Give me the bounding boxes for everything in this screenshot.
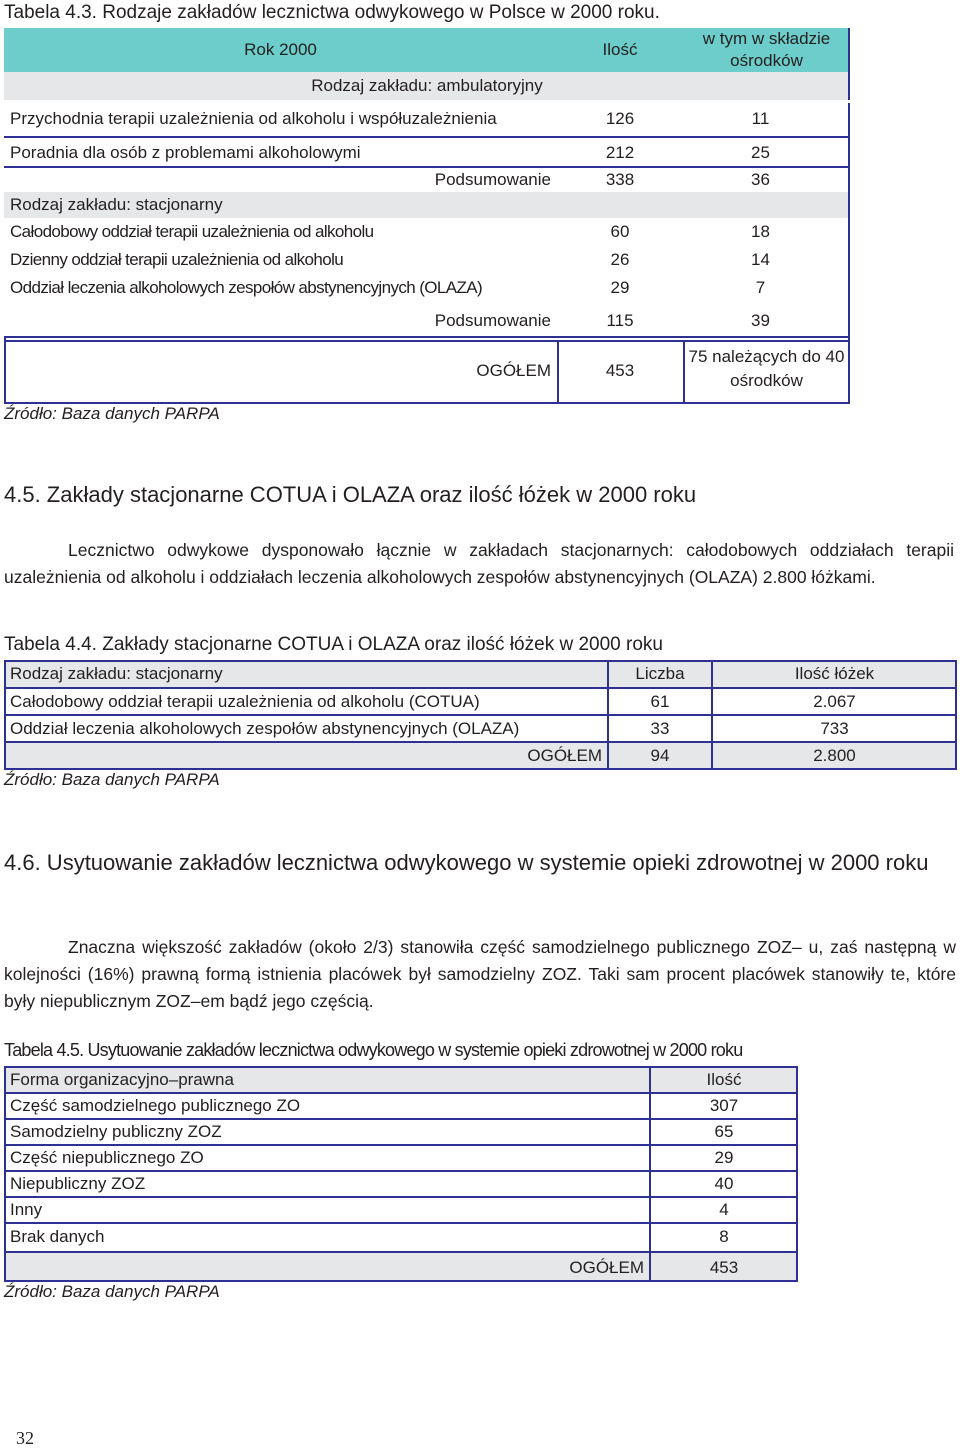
table-4-3-summary-count: 115	[606, 311, 634, 330]
table-4-5-total-label: OGÓŁEM	[4, 1253, 650, 1282]
table-4-5-row-count: 29	[714, 1148, 734, 1167]
section-4-5-heading: 4.5. Zakłady stacjonarne COTUA i OLAZA oraz ilość łóżek w 2000 roku	[4, 482, 697, 507]
table-4-5	[4, 1066, 798, 1282]
table-4-5-row-label: Część niepublicznego ZO	[10, 1148, 204, 1167]
table-4-3-row-count: 212	[605, 143, 635, 162]
table-4-3-border	[848, 28, 850, 404]
table-4-5-row-label: Część samodzielnego publicznego ZO	[10, 1096, 301, 1115]
table-4-3-grid-line	[4, 166, 850, 168]
table-4-3-summary-count: 338	[605, 170, 635, 189]
table-4-3-grid-line	[557, 340, 559, 402]
table-4-5-grid-line	[4, 1170, 798, 1172]
table-4-3-grid-line	[4, 340, 850, 342]
table-4-4-total-label: OGÓŁEM	[4, 742, 608, 770]
table-4-3-row-centers: 11	[751, 109, 770, 128]
table-4-3-grid-line	[4, 136, 850, 138]
table-4-3-total-centers: 75 należących do 40 ośrodków	[688, 347, 845, 390]
table-4-4-total-count: 94	[608, 742, 712, 770]
table-4-3-section-inpatient: Rodzaj zakładu: stacjonarny	[4, 192, 850, 218]
table-4-5-grid-line	[4, 1222, 798, 1224]
table-4-3-row-centers: 14	[751, 250, 770, 269]
table-4-4-caption: Tabela 4.4. Zakłady stacjonarne COTUA i OLAZA oraz ilość łóżek w 2000 roku	[4, 634, 663, 655]
section-4-6-heading: 4.6. Usytuowanie zakładów lecznictwa odwykowego w systemie opieki zdrowotnej w 2000 roku	[4, 850, 929, 875]
table-4-5-row-count: 307	[709, 1096, 739, 1115]
table-4-3-summary-centers: 39	[751, 311, 770, 330]
table-4-5-source: Źródło: Baza danych PARPA	[4, 1282, 220, 1301]
table-4-5-grid-line	[4, 1144, 798, 1146]
table-4-5-row-label: Inny	[10, 1200, 43, 1219]
table-4-5-row-label: Samodzielny publiczny ZOZ	[10, 1122, 222, 1141]
table-4-3-summary-label: Podsumowanie	[434, 170, 551, 189]
table-4-4-grid-line	[711, 660, 713, 770]
table-4-4-grid-line	[4, 741, 957, 743]
table-4-5-row-count: 65	[714, 1122, 734, 1141]
section-4-5-paragraph	[4, 537, 954, 591]
table-4-4-header-beds: Ilość łóżek	[712, 660, 957, 688]
table-4-5-row-count: 40	[714, 1174, 734, 1193]
table-4-3-row-count: 29	[610, 278, 630, 297]
table-4-3-row-centers: 18	[751, 222, 770, 241]
table-4-3-row-label: Poradnia dla osób z problemami alkoholowymi	[10, 143, 361, 162]
table-4-3-separator	[4, 100, 850, 103]
table-4-3-total-label: OGÓŁEM	[476, 361, 551, 380]
table-4-5-caption: Tabela 4.5. Usytuowanie zakładów lecznictwa odwykowego w systemie opieki zdrowotnej w 2000 roku	[4, 1040, 743, 1060]
table-4-3-row-label: Dzienny oddział terapii uzależnienia od alkoholu	[10, 250, 344, 269]
table-4-5-row-count: 8	[719, 1227, 729, 1246]
table-4-3-section-ambulatory: Rodzaj zakładu: ambulatoryjny	[4, 72, 850, 100]
table-4-3-row-count: 26	[610, 250, 630, 269]
table-4-3-row-label: Oddział leczenia alkoholowych zespołów abstynencyjnych (OLAZA)	[10, 278, 483, 297]
table-4-3-row-label: Całodobowy oddział terapii uzależnienia od alkoholu	[10, 222, 374, 241]
table-4-5-header-form: Forma organizacyjno–prawna	[4, 1066, 650, 1093]
table-4-5-grid-line	[4, 1092, 798, 1094]
table-4-4-row-label: Całodobowy oddział terapii uzależnienia od alkoholu (COTUA)	[10, 691, 480, 711]
table-4-4	[4, 660, 957, 770]
table-4-5-total-count: 453	[650, 1253, 798, 1282]
section-4-5-text: Lecznictwo odwykowe dysponowało łącznie w zakładach stacjonarnych: całodobowych oddziałach terapii uzależnienia od alkoholu i oddziałach leczenia alkoholowych zespołów abstynencyjnych (OLAZA) 2.800 łóżkami.	[4, 540, 954, 587]
table-4-3-summary-centers: 36	[751, 170, 770, 189]
table-4-3-row-centers: 7	[755, 278, 766, 297]
table-4-5-row-count: 4	[719, 1200, 729, 1219]
table-4-3	[4, 28, 850, 404]
table-4-3-header-centers: w tym w składzie ośrodków	[683, 28, 850, 72]
table-4-5-grid-line	[4, 1196, 798, 1198]
table-4-5-grid-line	[649, 1066, 651, 1282]
table-4-3-row-label: Przychodnia terapii uzależnienia od alkoholu i współuzależnienia	[10, 109, 497, 128]
table-4-4-header-type: Rodzaj zakładu: stacjonarny	[4, 660, 608, 688]
page-number: 32	[16, 1428, 34, 1448]
table-4-3-caption: Tabela 4.3. Rodzaje zakładów lecznictwa odwykowego w Polsce w 2000 roku.	[4, 2, 660, 23]
table-4-4-row-count: 33	[650, 718, 670, 738]
table-4-4-grid-line	[4, 687, 957, 689]
table-4-5-row-label: Niepubliczny ZOZ	[10, 1174, 146, 1193]
table-4-5-header-count: Ilość	[650, 1066, 798, 1093]
table-4-4-row-beds: 733	[820, 718, 849, 738]
section-4-6-text: Znaczna większość zakładów (około 2/3) stanowiła część samodzielnego publicznego ZOZ– u, zaś następną w kolejności (16%) prawną formą istnienia placówek był samodzielny ZOZ. Taki sam procent placówek stanowiły te, które były niepublicznym ZOZ–em bądź jego częścią.	[4, 937, 956, 1011]
table-4-3-grid-line	[683, 340, 685, 402]
table-4-3-row-centers: 25	[751, 143, 770, 162]
table-4-4-row-beds: 2.067	[813, 691, 856, 711]
table-4-4-grid-line	[4, 714, 957, 716]
table-4-3-row-count: 60	[610, 222, 630, 241]
table-4-3-row-count: 126	[605, 109, 635, 128]
table-4-4-total-beds: 2.800	[712, 742, 957, 770]
table-4-5-border	[4, 1066, 798, 1282]
table-4-3-header-count: Ilość	[557, 28, 683, 72]
table-4-5-grid-line	[4, 1251, 798, 1253]
table-4-3-summary-label: Podsumowanie	[434, 311, 551, 330]
table-4-4-grid-line	[607, 660, 609, 770]
table-4-3-header-year: Rok 2000	[4, 28, 557, 72]
section-4-6-paragraph	[4, 934, 956, 1015]
table-4-4-source: Źródło: Baza danych PARPA	[4, 770, 220, 789]
table-4-3-border	[4, 336, 6, 404]
table-4-4-row-label: Oddział leczenia alkoholowych zespołów abstynencyjnych (OLAZA)	[10, 718, 520, 738]
table-4-4-row-count: 61	[650, 691, 670, 711]
table-4-3-source: Źródło: Baza danych PARPA	[4, 404, 220, 423]
table-4-5-grid-line	[4, 1118, 798, 1120]
table-4-5-row-label: Brak danych	[10, 1227, 105, 1246]
table-4-4-header-count: Liczba	[608, 660, 712, 688]
table-4-3-total-count: 453	[605, 361, 635, 380]
table-4-3-grid-line	[4, 336, 850, 338]
